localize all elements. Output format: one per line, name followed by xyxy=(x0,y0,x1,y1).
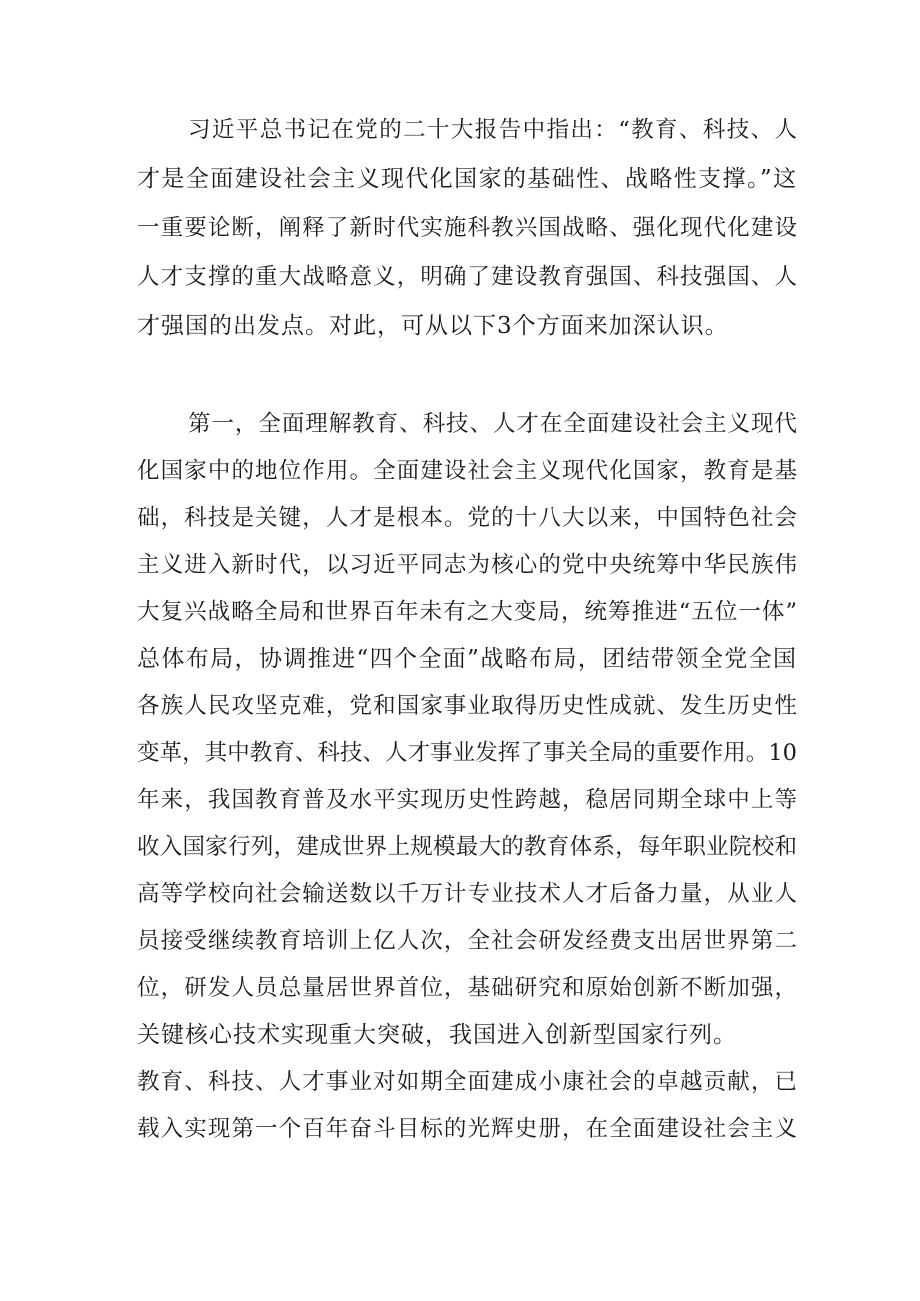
text-line: 各族人民攻坚克难，党和国家事业取得历史性成就、发生历史性 xyxy=(137,693,797,719)
text-line: 才是全面建设社会主义现代化国家的基础性、战略性支撑。”这 xyxy=(137,166,797,192)
text-line: 大复兴战略全局和世界百年未有之大变局，统筹推进“五位一体” xyxy=(137,599,797,625)
text-line: 员接受继续教育培训上亿人次，全社会研发经费支出居世界第二 xyxy=(137,928,797,954)
text-line: 一重要论断，阐释了新时代实施科教兴国战略、强化现代化建设 xyxy=(137,215,797,241)
text-line: 收入国家行列，建成世界上规模最大的教育体系，每年职业院校和 xyxy=(137,834,797,860)
text-line: 化国家中的地位作用。全面建设社会主义现代化国家，教育是基 xyxy=(137,458,797,484)
text-line: 习近平总书记在党的二十大报告中指出：“教育、科技、人 xyxy=(188,117,797,143)
text-line: 变革，其中教育、科技、人才事业发挥了事关全局的重要作用。10 xyxy=(137,740,797,766)
text-line: 年来，我国教育普及水平实现历史性跨越，稳居同期全球中上等 xyxy=(137,787,797,813)
text-line: 人才支撑的重大战略意义，明确了建设教育强国、科技强国、人 xyxy=(137,264,797,290)
text-line: 础，科技是关键，人才是根本。党的十八大以来，中国特色社会 xyxy=(137,505,797,531)
text-line: 总体布局，协调推进“四个全面”战略布局，团结带领全党全国 xyxy=(137,646,797,672)
text-line: 才强国的出发点。对此，可从以下3个方面来加深认识。 xyxy=(137,313,729,339)
text-line: 主义进入新时代，以习近平同志为核心的党中央统筹中华民族伟 xyxy=(137,552,797,578)
text-line: 载入实现第一个百年奋斗目标的光辉史册，在全面建设社会主义 xyxy=(137,1116,797,1142)
text-line: 高等学校向社会输送数以千万计专业技术人才后备力量，从业人 xyxy=(137,881,797,907)
text-line: 第一，全面理解教育、科技、人才在全面建设社会主义现代 xyxy=(188,411,797,437)
text-line: 位，研发人员总量居世界首位，基础研究和原始创新不断加强， xyxy=(137,975,797,1001)
text-line: 关键核心技术实现重大突破，我国进入创新型国家行列。 xyxy=(137,1022,737,1048)
text-line: 教育、科技、人才事业对如期全面建成小康社会的卓越贡献，已 xyxy=(137,1069,797,1095)
